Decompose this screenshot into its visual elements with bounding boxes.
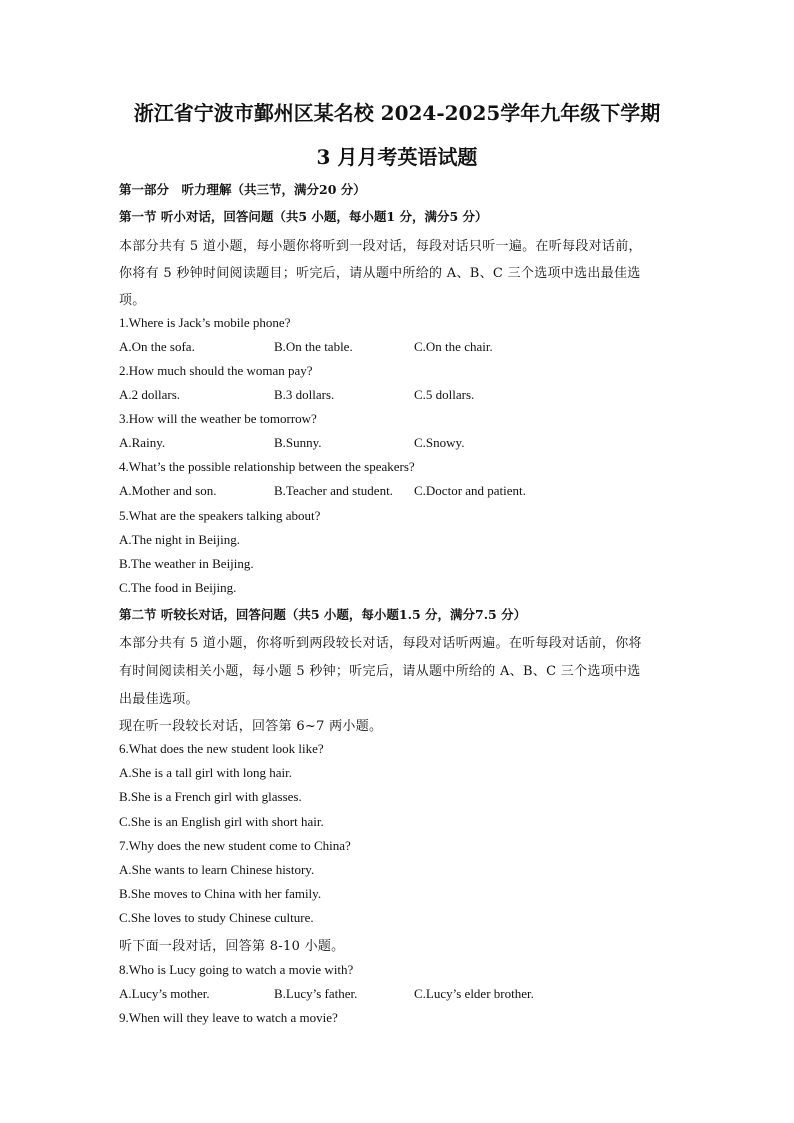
option-c: C.Snowy.: [414, 435, 465, 450]
question-5-option-a: A.The night in Beijing.: [119, 532, 240, 547]
option-b: B.Lucy’s father.: [274, 986, 358, 1001]
question-8: 8.Who is Lucy going to watch a movie with?: [119, 962, 354, 977]
question-1-options: [119, 339, 719, 357]
question-4: 4.What’s the possible relationship between the speakers?: [119, 459, 415, 474]
option-c: C.Doctor and patient.: [414, 483, 526, 498]
question-7-option-a: A.She wants to learn Chinese history.: [119, 862, 315, 877]
question-9: 9.When will they leave to watch a movie?: [119, 1010, 338, 1025]
question-7-option-c: C.She loves to study Chinese culture.: [119, 910, 314, 925]
question-7: 7.Why does the new student come to China?: [119, 838, 351, 853]
section2-heading: 第二节 听较长对话，回答问题（共5 小题，每小题1.5 分，满分7.5 分）: [119, 607, 527, 622]
option-a: A.On the sofa.: [119, 339, 195, 354]
section2-instructions-line3: 出最佳选项。: [119, 692, 199, 707]
question-1: 1.Where is Jack’s mobile phone?: [119, 315, 291, 330]
section2-instructions-line1: 本部分共有 5 道小题，你将听到两段较长对话，每段对话听两遍。在听每段对话前，你将: [119, 636, 642, 651]
question-6: 6.What does the new student look like?: [119, 741, 324, 756]
section1-instructions-line3: 项。: [119, 293, 146, 308]
question-2: 2.How much should the woman pay?: [119, 363, 313, 378]
option-a: A.Rainy.: [119, 435, 166, 450]
question-5: 5.What are the speakers talking about?: [119, 508, 321, 523]
question-2-options: [119, 387, 719, 405]
question-5-option-b: B.The weather in Beijing.: [119, 556, 254, 571]
question-5-option-c: C.The food in Beijing.: [119, 580, 237, 595]
option-b: B.Sunny.: [274, 435, 322, 450]
dialog1-intro: 现在听一段较长对话，回答第 6~7 两小题。: [119, 719, 383, 734]
question-6-option-c: C.She is an English girl with short hair.: [119, 814, 324, 829]
question-6-option-b: B.She is a French girl with glasses.: [119, 789, 302, 804]
part1-heading: 第一部分 听力理解（共三节，满分20 分）: [119, 182, 366, 197]
section1-heading: 第一节 听小对话，回答问题（共5 小题，每小题1 分，满分5 分）: [119, 209, 488, 224]
option-b: B.Teacher and student.: [274, 483, 393, 498]
section1-instructions-line1: 本部分共有 5 道小题，每小题你将听到一段对话，每段对话只听一遍。在听每段对话前，: [119, 239, 642, 254]
question-6-option-a: A.She is a tall girl with long hair.: [119, 765, 292, 780]
exam-title-line2: 3 月月考英语试题: [316, 145, 478, 169]
option-b: B.On the table.: [274, 339, 353, 354]
option-c: C.Lucy’s elder brother.: [414, 986, 534, 1001]
option-a: A.Lucy’s mother.: [119, 986, 210, 1001]
question-3: 3.How will the weather be tomorrow?: [119, 411, 317, 426]
option-a: A.Mother and son.: [119, 483, 217, 498]
question-4-options: [119, 483, 719, 501]
section1-instructions-line2: 你将有 5 秒钟时间阅读题目；听完后，请从题中所给的 A、B、C 三个选项中选出最佳选: [119, 266, 641, 281]
option-a: A.2 dollars.: [119, 387, 181, 402]
question-7-option-b: B.She moves to China with her family.: [119, 886, 322, 901]
section2-instructions-line2: 有时间阅读相关小题，每小题 5 秒钟；听完后，请从题中所给的 A、B、C 三个选项中选: [119, 664, 641, 679]
question-3-options: [119, 435, 719, 453]
option-c: C.On the chair.: [414, 339, 493, 354]
question-8-options: [119, 986, 719, 1004]
dialog2-intro: 听下面一段对话，回答第 8-10 小题。: [119, 939, 345, 954]
exam-title-line1: 浙江省宁波市鄞州区某名校 2024-2025学年九年级下学期: [133, 101, 661, 125]
option-c: C.5 dollars.: [414, 387, 475, 402]
option-b: B.3 dollars.: [274, 387, 335, 402]
